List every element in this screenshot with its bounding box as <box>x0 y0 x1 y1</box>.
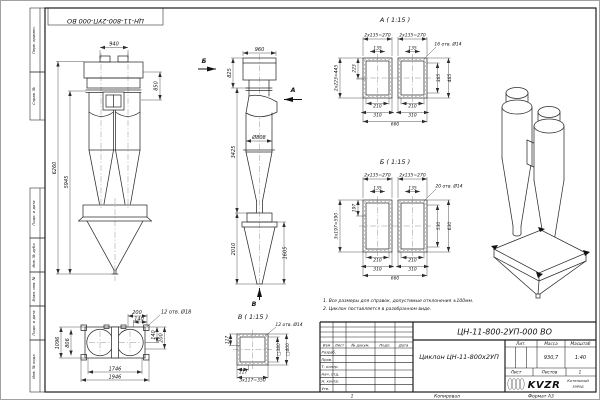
isometric-view <box>491 88 590 299</box>
mass-label: Масса <box>544 341 558 346</box>
view-v <box>225 313 303 384</box>
dim-label: 210 <box>373 258 382 264</box>
section-b-view <box>334 158 463 282</box>
dim-label: 660 <box>390 276 400 282</box>
margin-field-label: Инв. № подл. <box>32 353 36 379</box>
mass-value: 930,7 <box>543 355 559 361</box>
dim-label: Ø808 <box>252 135 266 141</box>
holes-note: 20 отв. Ø14 <box>435 184 463 190</box>
sign-row-label: Пров. <box>321 357 333 362</box>
section-title: Б ( 1:15 ) <box>379 158 411 166</box>
dim-label: 806 <box>65 338 71 348</box>
notes <box>323 298 473 312</box>
copied-label: Копировал <box>434 394 460 400</box>
dim-label: 200 <box>132 310 142 316</box>
scale-label: Масштаб <box>570 341 591 346</box>
margin-field-label: Справ. № <box>32 87 36 105</box>
col-header: Изм <box>322 343 331 348</box>
dim-label: 2010 <box>231 242 237 256</box>
bottom-margin <box>351 394 554 400</box>
dim-label: 825 <box>227 68 233 78</box>
dim-label: □380 <box>277 343 282 356</box>
dim-label: 1746 <box>108 366 122 373</box>
dim-label: 630 <box>448 221 453 231</box>
dim-label: 210 <box>408 258 417 264</box>
dim-label: 5945 <box>64 175 70 189</box>
note-line: 2. Циклон поставляется в разобранном виде. <box>323 307 432 312</box>
dim-label: 2x135=270 <box>364 173 391 179</box>
dim-label: 660 <box>390 122 400 128</box>
top-stamp-number: ЦН-11-800-2УП-000 ВО <box>66 17 145 25</box>
dim-label: 135 <box>373 46 382 52</box>
doc-number: ЦН-11-800-2УП-000 ВО <box>457 327 552 337</box>
margin-field-label: Взам. инв. № <box>32 276 36 302</box>
dim-label: 310 <box>373 267 382 273</box>
sheet-label: Лист <box>510 369 522 375</box>
dim-label: 940 <box>109 41 119 48</box>
dim-label: 1605 <box>282 246 289 260</box>
dim-label: 3x117=350 <box>239 378 266 384</box>
dim-label: 2x135=270 <box>399 173 426 179</box>
dim-label: □400 <box>286 343 291 356</box>
lit-label: Лит. <box>516 341 526 346</box>
dim-label: 6260 <box>52 161 58 175</box>
dim-label: 310 <box>408 113 417 119</box>
dim-label: 1096 <box>55 336 61 350</box>
dim-label: 960 <box>254 47 265 53</box>
dim-label: 850 <box>153 81 160 91</box>
view-arrow-label-a: А <box>290 87 296 94</box>
dim-label: 200 <box>158 333 165 343</box>
sign-row-label: Н. контр. <box>321 379 340 384</box>
dim-label: 117 <box>225 335 231 345</box>
sheets-value: 1 <box>578 369 582 375</box>
sign-row-label: Утв. <box>321 387 330 391</box>
zone-number: 1 <box>350 394 354 400</box>
sign-row-label: Т. контр. <box>321 365 339 370</box>
left-margin-fields <box>30 8 45 392</box>
section-title: В ( 1:15 ) <box>237 313 269 321</box>
plan-view <box>55 309 191 383</box>
view-arrow-label-v: В <box>251 301 257 308</box>
dim-label: 135 <box>408 186 417 192</box>
scale-value: 1:40 <box>574 355 587 361</box>
holes-note: 12 отв. Ø18 <box>161 309 192 316</box>
section-title: А ( 1:15 ) <box>379 16 411 24</box>
company-logo-icon <box>508 379 524 390</box>
col-header: № докум. <box>351 343 370 348</box>
dim-label: 223 <box>352 64 358 73</box>
view-arrow-label-b: Б <box>201 58 207 65</box>
holes-note: 16 отв. Ø14 <box>434 42 462 48</box>
dim-label: 2x135=270 <box>364 33 391 39</box>
dim-label: 210 <box>373 104 382 110</box>
col-header: Подп. <box>379 343 391 348</box>
col-header: Лист <box>334 343 345 348</box>
col-header: Дата <box>398 343 409 348</box>
dim-label: 135 <box>408 46 417 52</box>
dim-label: 530 <box>437 221 442 231</box>
logo-caption: Котельный <box>567 379 589 383</box>
dim-label: 310 <box>408 267 417 273</box>
dim-label: 140 <box>151 330 157 340</box>
top-stamp <box>48 8 163 25</box>
dim-label: 135 <box>373 186 382 192</box>
margin-field-label: Подп. и дата <box>32 200 36 226</box>
format-label: Формат А3 <box>528 394 554 400</box>
dim-label: 140 <box>134 316 144 323</box>
section-a-view <box>334 16 462 128</box>
note-line: 1. Все размеры для справок, допустимые отклонения ±100мм. <box>323 299 474 304</box>
dim-label: 485 <box>448 73 453 83</box>
title-block <box>320 322 596 392</box>
side-view <box>198 47 302 308</box>
dim-label: 210 <box>408 104 417 110</box>
margin-field-label: Перв. примен. <box>32 26 36 54</box>
margin-field-label: Инв. № дубл. <box>32 242 36 268</box>
dim-label: 197 <box>352 203 358 213</box>
sign-row-label: Нач. отд. <box>321 372 340 377</box>
dim-label: 3425 <box>231 145 237 159</box>
dim-label: 3x197=590 <box>334 212 340 240</box>
sheets-label: Листов <box>541 369 558 375</box>
holes-note: 12 отв. Ø14 <box>275 323 303 328</box>
dim-label: 310 <box>373 113 382 119</box>
company-logo-text: KVZR <box>527 380 561 391</box>
dim-label: 2x135=270 <box>399 33 426 39</box>
dim-label: 1946 <box>108 374 122 381</box>
logo-caption: завод <box>572 384 584 389</box>
dim-label: 385 <box>437 73 442 83</box>
sign-row-label: Разраб. <box>321 350 336 355</box>
front-view <box>52 42 162 282</box>
dim-label: 2x223=445 <box>334 64 340 92</box>
product-name: Циклон ЦН-11-800х2УП <box>419 353 499 361</box>
dim-label: 117 <box>238 370 248 376</box>
margin-field-label: Подп. и дата <box>32 310 36 336</box>
